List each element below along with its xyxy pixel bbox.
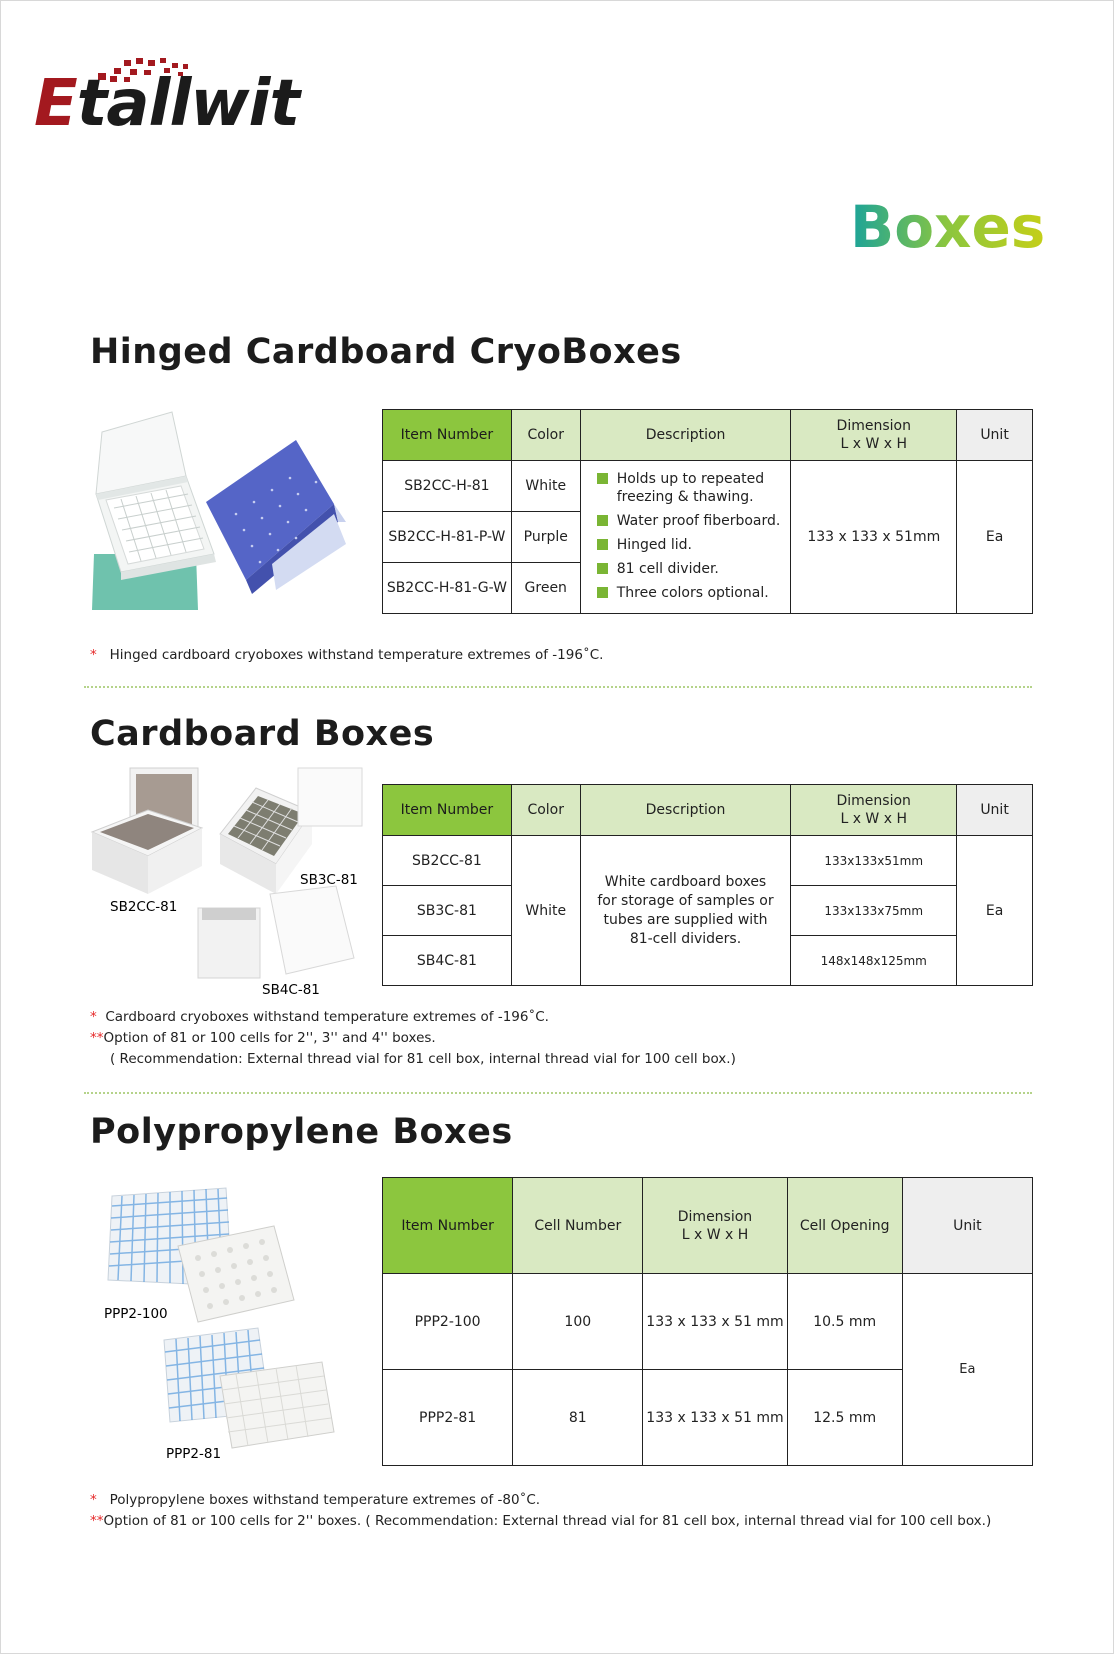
table-header-row xyxy=(383,410,1033,461)
logo-letter-e: E xyxy=(34,67,77,141)
note-text: Cardboard cryoboxes withstand temperature extremes of -196˚C. xyxy=(105,1009,549,1025)
section-divider xyxy=(84,1092,1032,1094)
page-title: Boxes xyxy=(850,193,1046,261)
description-item xyxy=(597,470,791,506)
description-item xyxy=(597,560,791,578)
item-number-cell: SB2CC-H-81 xyxy=(383,461,512,512)
note-line xyxy=(90,1028,736,1049)
header-cell-opening: Cell Opening xyxy=(787,1178,902,1274)
description-text: 81 cell divider. xyxy=(616,560,719,577)
pp-notes xyxy=(90,1490,991,1532)
description-list xyxy=(581,470,791,602)
note-marker: * xyxy=(90,647,97,663)
caption-sb4c-81: SB4C-81 xyxy=(262,982,320,998)
note-line xyxy=(90,1511,991,1532)
dimension-cell: 133x133x51mm xyxy=(791,836,957,886)
pp-section-title: Polypropylene Boxes xyxy=(90,1112,513,1152)
unit-cell: Ea xyxy=(957,836,1033,986)
header-description: Description xyxy=(580,410,791,461)
description-item xyxy=(597,512,791,530)
dimension-cell: 148x148x125mm xyxy=(791,936,957,986)
note-text: ( Recommendation: External thread vial for 81 cell box, internal thread vial for 100 cell box.) xyxy=(110,1051,736,1067)
caption-sb2cc-81: SB2CC-81 xyxy=(110,899,178,915)
header-item-number: Item Number xyxy=(383,785,512,836)
header-item-number: Item Number xyxy=(383,1178,513,1274)
unit-cell: Ea xyxy=(902,1274,1032,1466)
dimension-cell: 133 x 133 x 51mm xyxy=(791,461,957,614)
note-text: Option of 81 or 100 cells for 2'', 3'' and 4'' boxes. xyxy=(103,1030,436,1046)
note-text: Option of 81 or 100 cells for 2'' boxes. ( Recommendation: External thread vial for 81 cell box, internal thread vial for 100 cell box.) xyxy=(103,1513,992,1529)
hinged-boxes-image xyxy=(76,404,346,614)
pp-spec-table xyxy=(382,1177,1033,1466)
item-number-cell: PPP2-100 xyxy=(383,1274,513,1370)
header-dimension-label: Dimension xyxy=(677,1208,753,1225)
header-description: Description xyxy=(580,785,791,836)
description-text: Three colors optional. xyxy=(616,584,769,601)
dimension-cell: 133 x 133 x 51 mm xyxy=(643,1370,787,1466)
description-item xyxy=(597,584,791,602)
header-color: Color xyxy=(511,785,580,836)
caption-ppp2-81: PPP2-81 xyxy=(166,1446,222,1462)
unit-cell: Ea xyxy=(957,461,1033,614)
cardboard-boxes-image xyxy=(90,764,370,998)
note-line xyxy=(90,1490,991,1511)
table-row xyxy=(383,1274,1033,1370)
cell-opening-cell: 12.5 mm xyxy=(787,1370,902,1466)
bullet-icon xyxy=(597,473,608,484)
header-unit: Unit xyxy=(957,410,1033,461)
table-header-row xyxy=(383,1178,1033,1274)
description-item xyxy=(597,536,791,554)
table-header-row xyxy=(383,785,1033,836)
dimension-cell: 133 x 133 x 51 mm xyxy=(643,1274,787,1370)
cell-number-cell: 100 xyxy=(513,1274,643,1370)
item-number-cell: SB2CC-H-81-G-W xyxy=(383,563,512,614)
color-cell: White xyxy=(511,836,580,986)
cardboard-section-title: Cardboard Boxes xyxy=(90,714,435,754)
hinged-section-title: Hinged Cardboard CryoBoxes xyxy=(90,332,682,372)
caption-ppp2-100: PPP2-100 xyxy=(104,1306,168,1322)
note-marker: ** xyxy=(90,1513,104,1529)
header-dimension-label: Dimension xyxy=(836,418,911,434)
description-text: Holds up to repeated freezing & thawing. xyxy=(616,470,765,505)
header-dimension-units: L x W x H xyxy=(681,1226,749,1243)
hinged-spec-table xyxy=(382,409,1033,614)
section-divider xyxy=(84,686,1032,688)
description-cell: White cardboard boxes for storage of samples or tubes are supplied with 81-cell dividers. xyxy=(580,836,791,986)
bullet-icon xyxy=(597,563,608,574)
note-text: Polypropylene boxes withstand temperature extremes of -80˚C. xyxy=(109,1492,541,1508)
color-cell: Green xyxy=(511,563,580,614)
table-row xyxy=(383,836,1033,886)
note-marker: ** xyxy=(90,1030,104,1046)
cardboard-spec-table xyxy=(382,784,1033,986)
header-color: Color xyxy=(511,410,580,461)
table-row xyxy=(383,461,1033,512)
bullet-icon xyxy=(597,539,608,550)
bullet-icon xyxy=(597,587,608,598)
logo-rest: tallwit xyxy=(76,67,300,141)
header-unit: Unit xyxy=(957,785,1033,836)
header-dimension-label: Dimension xyxy=(836,793,911,809)
header-cell-number: Cell Number xyxy=(513,1178,643,1274)
note-line xyxy=(90,1007,736,1028)
item-number-cell: PPP2-81 xyxy=(383,1370,513,1466)
header-dimension xyxy=(791,785,957,836)
note-marker: * xyxy=(90,1492,97,1508)
dimension-cell: 133x133x75mm xyxy=(791,886,957,936)
header-dimension-units: L x W x H xyxy=(840,811,907,827)
header-dimension-units: L x W x H xyxy=(840,436,908,452)
cardboard-notes xyxy=(90,1007,736,1070)
item-number-cell: SB3C-81 xyxy=(383,886,512,936)
description-text: Water proof fiberboard. xyxy=(616,512,781,529)
item-number-cell: SB2CC-H-81-P-W xyxy=(383,512,512,563)
cell-opening-cell: 10.5 mm xyxy=(787,1274,902,1370)
header-dimension xyxy=(791,410,957,461)
item-number-cell: SB4C-81 xyxy=(383,936,512,986)
caption-sb3c-81: SB3C-81 xyxy=(300,872,358,888)
description-cell xyxy=(580,461,791,614)
pp-boxes-image xyxy=(98,1176,368,1466)
header-dimension xyxy=(643,1178,787,1274)
color-cell: Purple xyxy=(511,512,580,563)
note-marker: * xyxy=(90,1009,97,1025)
header-item-number: Item Number xyxy=(383,410,512,461)
item-number-cell: SB2CC-81 xyxy=(383,836,512,886)
note-text: Hinged cardboard cryoboxes withstand temperature extremes of -196˚C. xyxy=(109,647,604,663)
header-unit: Unit xyxy=(902,1178,1032,1274)
logo-wordmark xyxy=(34,67,300,141)
bullet-icon xyxy=(597,515,608,526)
hinged-note xyxy=(90,645,603,666)
description-text: Hinged lid. xyxy=(616,536,692,553)
color-cell: White xyxy=(511,461,580,512)
note-line xyxy=(90,1049,736,1070)
cell-number-cell: 81 xyxy=(513,1370,643,1466)
